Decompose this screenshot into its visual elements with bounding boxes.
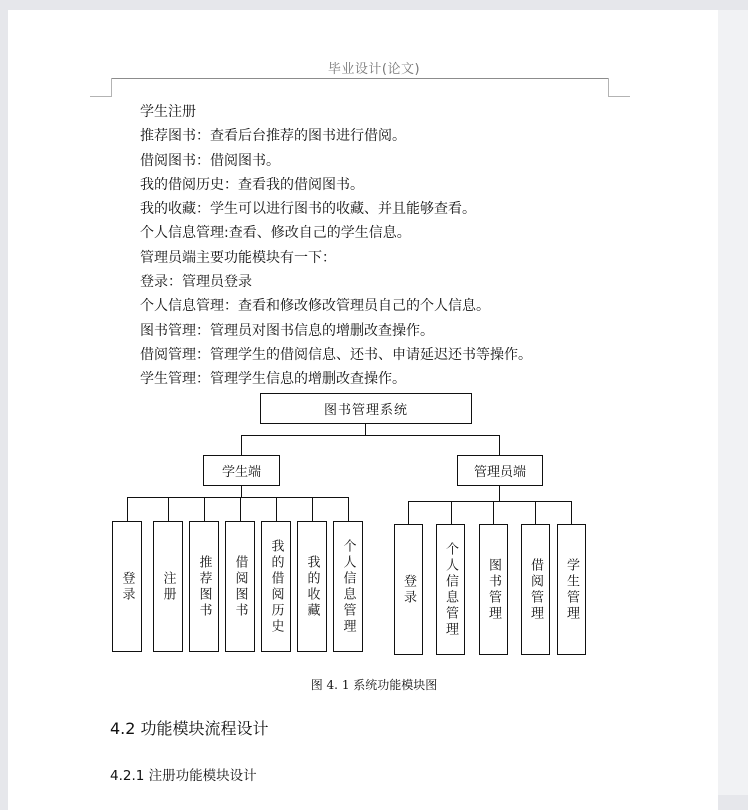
connector: [499, 435, 500, 455]
student-module-register: 注册: [153, 521, 183, 652]
student-module-favorites: 我的收藏: [297, 521, 327, 652]
admin-module-student-management: 学生管理: [557, 524, 586, 655]
connector: [241, 435, 500, 436]
connector: [127, 497, 349, 498]
admin-module-personal-info: 个人信息管理: [436, 524, 465, 655]
student-module-borrow-books: 借阅图书: [225, 521, 255, 652]
page-header-title: 毕业设计(论文): [327, 62, 421, 77]
subsection-heading: 4.2.1 注册功能模块设计: [110, 768, 257, 784]
student-module-personal-info: 个人信息管理: [333, 521, 363, 652]
figure-caption: 图 4. 1 系统功能模块图: [310, 678, 438, 692]
root-node-box: 图书管理系统: [260, 393, 472, 424]
body-line: 个人信息管理：查看和修改修改管理员自己的个人信息。: [140, 298, 490, 315]
crop-mark-left-h: [90, 96, 112, 97]
connector: [493, 501, 494, 524]
connector: [535, 501, 536, 524]
body-line: 个人信息管理:查看、修改自己的学生信息。: [140, 225, 411, 242]
connector: [276, 497, 277, 521]
connector: [499, 486, 500, 502]
connector: [127, 497, 128, 521]
connector: [241, 435, 242, 456]
body-line: 借阅管理：管理学生的借阅信息、还书、申请延迟还书等操作。: [140, 346, 532, 363]
body-line: 我的收藏：学生可以进行图书的收藏、并且能够查看。: [140, 201, 476, 218]
connector: [451, 501, 452, 524]
body-line: 管理员端主要功能模块有一下：: [140, 249, 336, 266]
body-line: 我的借阅历史：查看我的借阅图书。: [140, 176, 364, 193]
admin-end-box: 管理员端: [457, 455, 543, 486]
admin-module-book-management: 图书管理: [479, 524, 508, 655]
connector: [312, 497, 313, 521]
connector: [408, 501, 572, 502]
student-module-borrow-history: 我的借阅历史: [261, 521, 291, 652]
body-line: 学生管理：管理学生信息的增删改查操作。: [140, 371, 406, 388]
student-end-box: 学生端: [203, 455, 280, 486]
connector: [571, 501, 572, 524]
connector: [168, 497, 169, 521]
section-heading: 4.2 功能模块流程设计: [110, 719, 269, 738]
admin-module-login: 登录: [394, 524, 423, 655]
crop-mark-right-v: [608, 78, 609, 97]
crop-mark-left-v: [111, 78, 112, 97]
student-module-login: 登录: [112, 521, 142, 652]
body-line: 借阅图书：借阅图书。: [140, 152, 280, 169]
body-line: 学生注册: [140, 104, 196, 120]
connector: [348, 497, 349, 521]
body-line: 图书管理：管理员对图书信息的增删改查操作。: [140, 322, 434, 339]
student-module-recommended-books: 推荐图书: [189, 521, 219, 652]
body-text: [140, 100, 532, 392]
admin-module-borrow-management: 借阅管理: [521, 524, 550, 655]
connector: [204, 497, 205, 521]
connector: [408, 501, 409, 524]
crop-mark-right-h: [608, 96, 630, 97]
body-line: 登录：管理员登录: [140, 274, 252, 291]
header-rule: [112, 78, 608, 79]
connector: [240, 497, 241, 521]
body-line: 推荐图书：查看后台推荐的图书进行借阅。: [140, 128, 406, 145]
